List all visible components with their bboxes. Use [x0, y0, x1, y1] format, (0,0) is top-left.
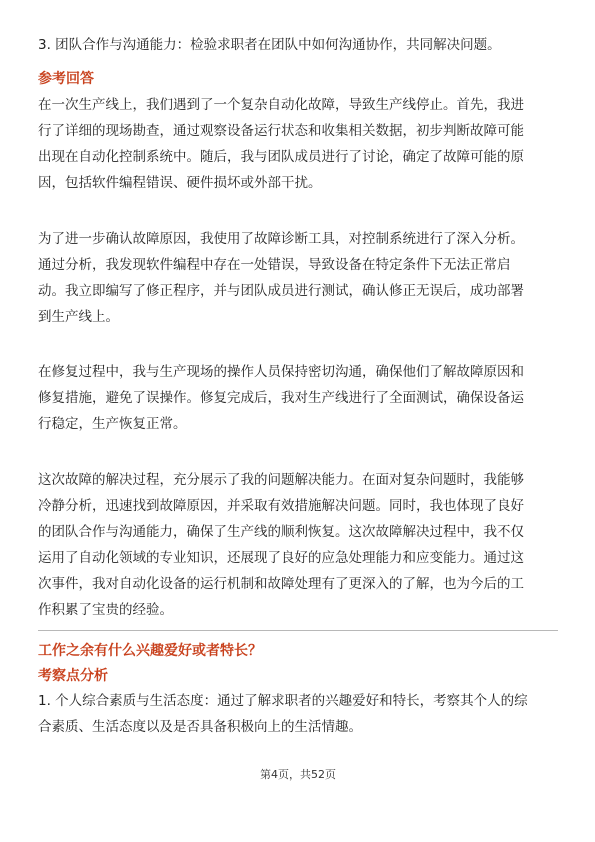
section-divider — [38, 630, 558, 631]
document-page — [38, 0, 558, 842]
paragraph-line: 运用了自动化领域的专业知识，还展现了良好的应急处理能力和应变能力。通过这 — [38, 550, 524, 566]
paragraph-line: 修复措施，避免了误操作。修复完成后，我对生产线进行了全面测试，确保设备运 — [38, 390, 524, 406]
paragraph-line: 出现在自动化控制系统中。随后，我与团队成员进行了讨论，确定了故障可能的原 — [38, 149, 524, 165]
paragraph-line: 因，包括软件编程错误、硬件损坏或外部干扰。 — [38, 175, 322, 191]
paragraph-line: 行稳定，生产恢复正常。 — [38, 416, 187, 432]
analysis-line: 1. 个人综合素质与生活态度：通过了解求职者的兴趣爱好和特长，考察其个人的综 — [38, 693, 528, 709]
evaluation-point-item-3: 3. 团队合作与沟通能力：检验求职者在团队中如何沟通协作，共同解决问题。 — [38, 37, 501, 53]
paragraph-line: 冷静分析，迅速找到故障原因，并采取有效措施解决问题。同时，我也体现了良好 — [38, 498, 524, 514]
reference-answer-heading: 参考回答 — [38, 71, 94, 87]
paragraph-line: 在修复过程中，我与生产现场的操作人员保持密切沟通，确保他们了解故障原因和 — [38, 364, 524, 380]
paragraph-line: 的团队合作与沟通能力，确保了生产线的顺利恢复。这次故障解决过程中，我不仅 — [38, 524, 524, 540]
paragraph-line: 动。我立即编写了修正程序，并与团队成员进行测试，确认修正无误后，成功部署 — [38, 283, 524, 299]
paragraph-line: 为了进一步确认故障原因，我使用了故障诊断工具，对控制系统进行了深入分析。 — [38, 231, 524, 247]
paragraph-line: 行了详细的现场勘查，通过观察设备运行状态和收集相关数据，初步判断故障可能 — [38, 123, 524, 139]
question-title: 工作之余有什么兴趣爱好或者特长？ — [38, 643, 262, 659]
analysis-line: 合素质、生活态度以及是否具备积极向上的生活情趣。 — [38, 719, 362, 735]
paragraph-line: 到生产线上。 — [38, 309, 119, 325]
paragraph-line: 这次故障的解决过程，充分展示了我的问题解决能力。在面对复杂问题时，我能够 — [38, 472, 524, 488]
page-number: 第4页，共52页 — [260, 768, 336, 781]
analysis-heading: 考察点分析 — [38, 668, 108, 684]
paragraph-line: 次事件，我对自动化设备的运行机制和故障处理有了更深入的了解，也为今后的工 — [38, 576, 524, 592]
paragraph-line: 作积累了宝贵的经验。 — [38, 602, 173, 618]
paragraph-line: 在一次生产线上，我们遇到了一个复杂自动化故障，导致生产线停止。首先，我进 — [38, 97, 524, 113]
paragraph-line: 通过分析，我发现软件编程中存在一处错误，导致设备在特定条件下无法正常启 — [38, 257, 511, 273]
